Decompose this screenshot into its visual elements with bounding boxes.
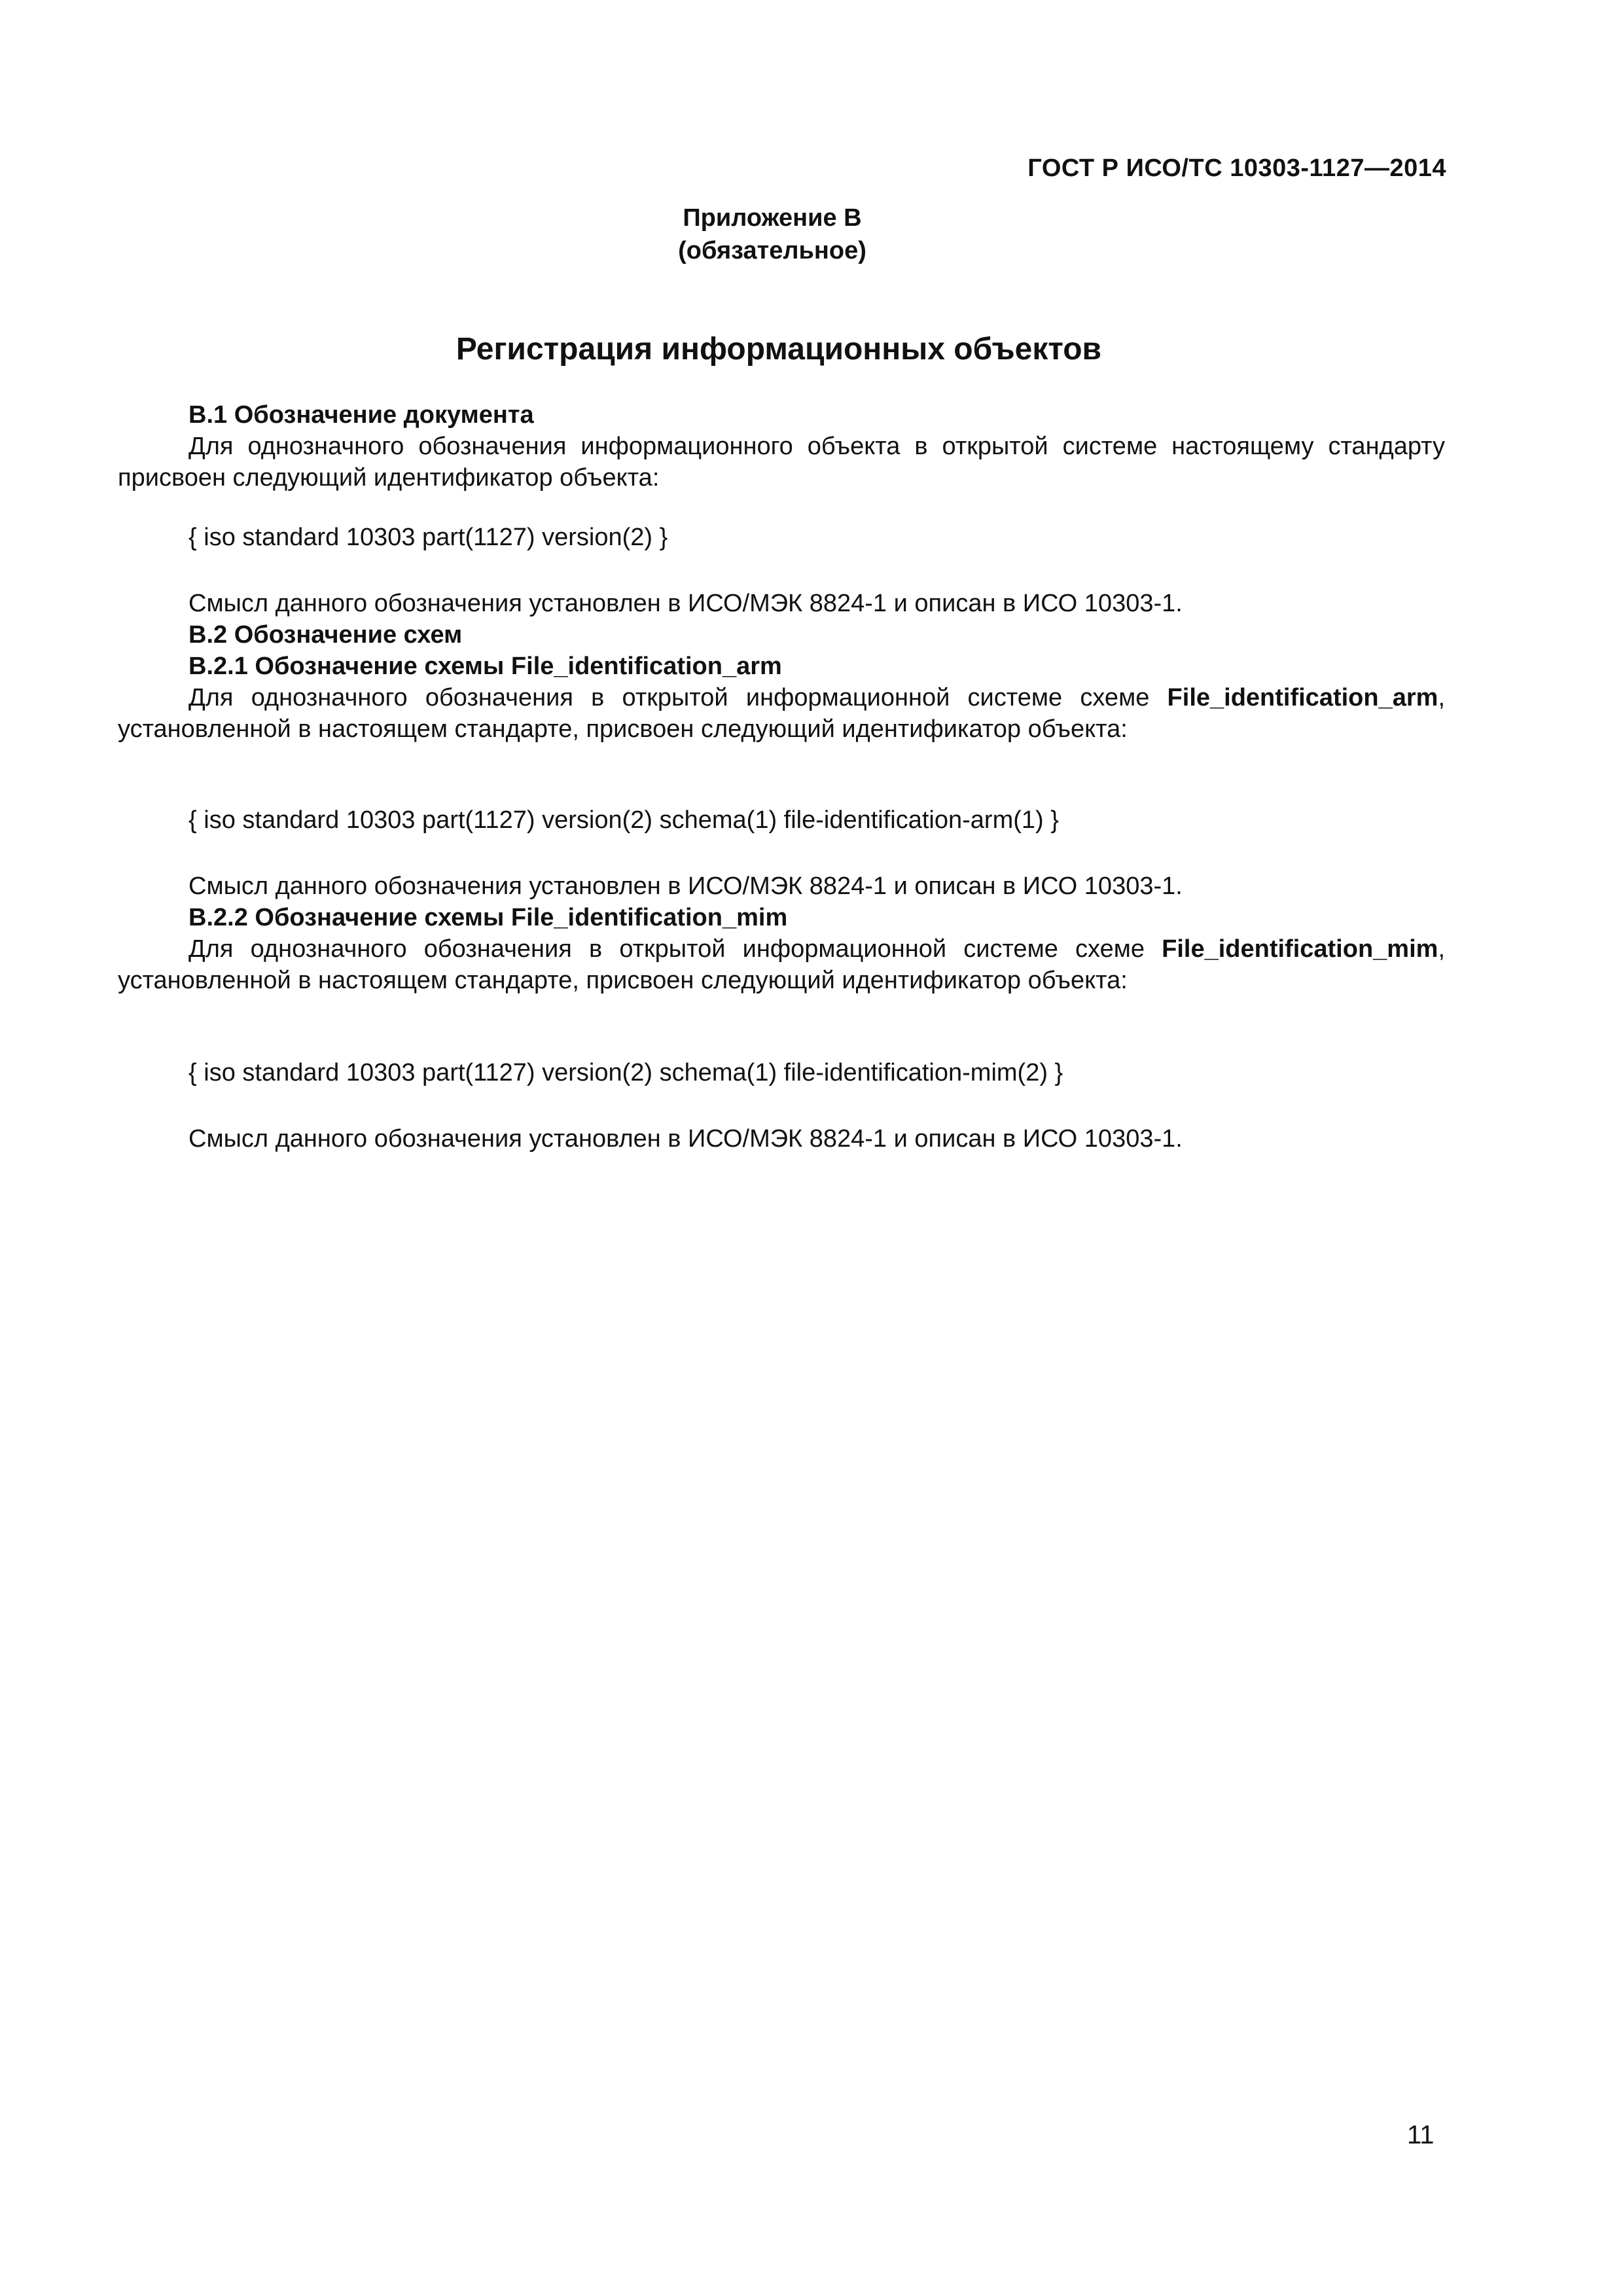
schema-name-arm: File_identification_arm	[1167, 684, 1438, 711]
section-heading-b1: В.1 Обозначение документа	[188, 401, 534, 429]
page-number: 11	[1407, 2121, 1435, 2149]
section-heading-b22: В.2.2 Обозначение схемы File_identification_mim	[188, 904, 788, 931]
annex-label: Приложение В	[683, 204, 862, 232]
object-identifier-b22: { iso standard 10303 part(1127) version(2) schema(1) file-identification-mim(2) }	[188, 1059, 1063, 1086]
paragraph-b21	[118, 682, 1445, 745]
note-b21: Смысл данного обозначения установлен в ИСО/МЭК 8824-1 и описан в ИСО 10303-1.	[188, 872, 1183, 900]
document-code: ГОСТ Р ИСО/ТС 10303-1127—2014	[1027, 154, 1446, 182]
schema-name-mim: File_identification_mim	[1162, 935, 1438, 963]
object-identifier-b21: { iso standard 10303 part(1127) version(2) schema(1) file-identification-arm(1) }	[188, 806, 1059, 834]
annex-status: (обязательное)	[678, 237, 866, 264]
section-heading-b21: В.2.1 Обозначение схемы File_identification_arm	[188, 653, 782, 680]
paragraph-b1: Для однозначного обозначения информационного объекта в открытой системе настоящему стандарту присвоен следующий идентификатор объекта:	[118, 433, 1445, 492]
paragraph-b22	[118, 933, 1445, 996]
note-b1: Смысл данного обозначения установлен в ИСО/МЭК 8824-1 и описан в ИСО 10303-1.	[188, 590, 1183, 617]
page-title: Регистрация информационных объектов	[455, 332, 1102, 367]
object-identifier-b1: { iso standard 10303 part(1127) version(2) }	[188, 524, 668, 551]
paragraph-b22-end: , установленной в настоящем стандарте, присвоен следующий идентификатор объекта:	[118, 935, 1445, 994]
note-b22: Смысл данного обозначения установлен в ИСО/МЭК 8824-1 и описан в ИСО 10303-1.	[188, 1125, 1183, 1153]
section-heading-b2: В.2 Обозначение схем	[188, 621, 463, 649]
paragraph-b22-start: Для однозначного обозначения в открытой информационной системе схеме	[188, 935, 1162, 963]
paragraph-b21-start: Для однозначного обозначения в открытой информационной системе схеме	[188, 684, 1168, 711]
paragraph-b21-end: , установленной в настоящем стандарте, присвоен следующий идентификатор объекта:	[118, 684, 1445, 743]
